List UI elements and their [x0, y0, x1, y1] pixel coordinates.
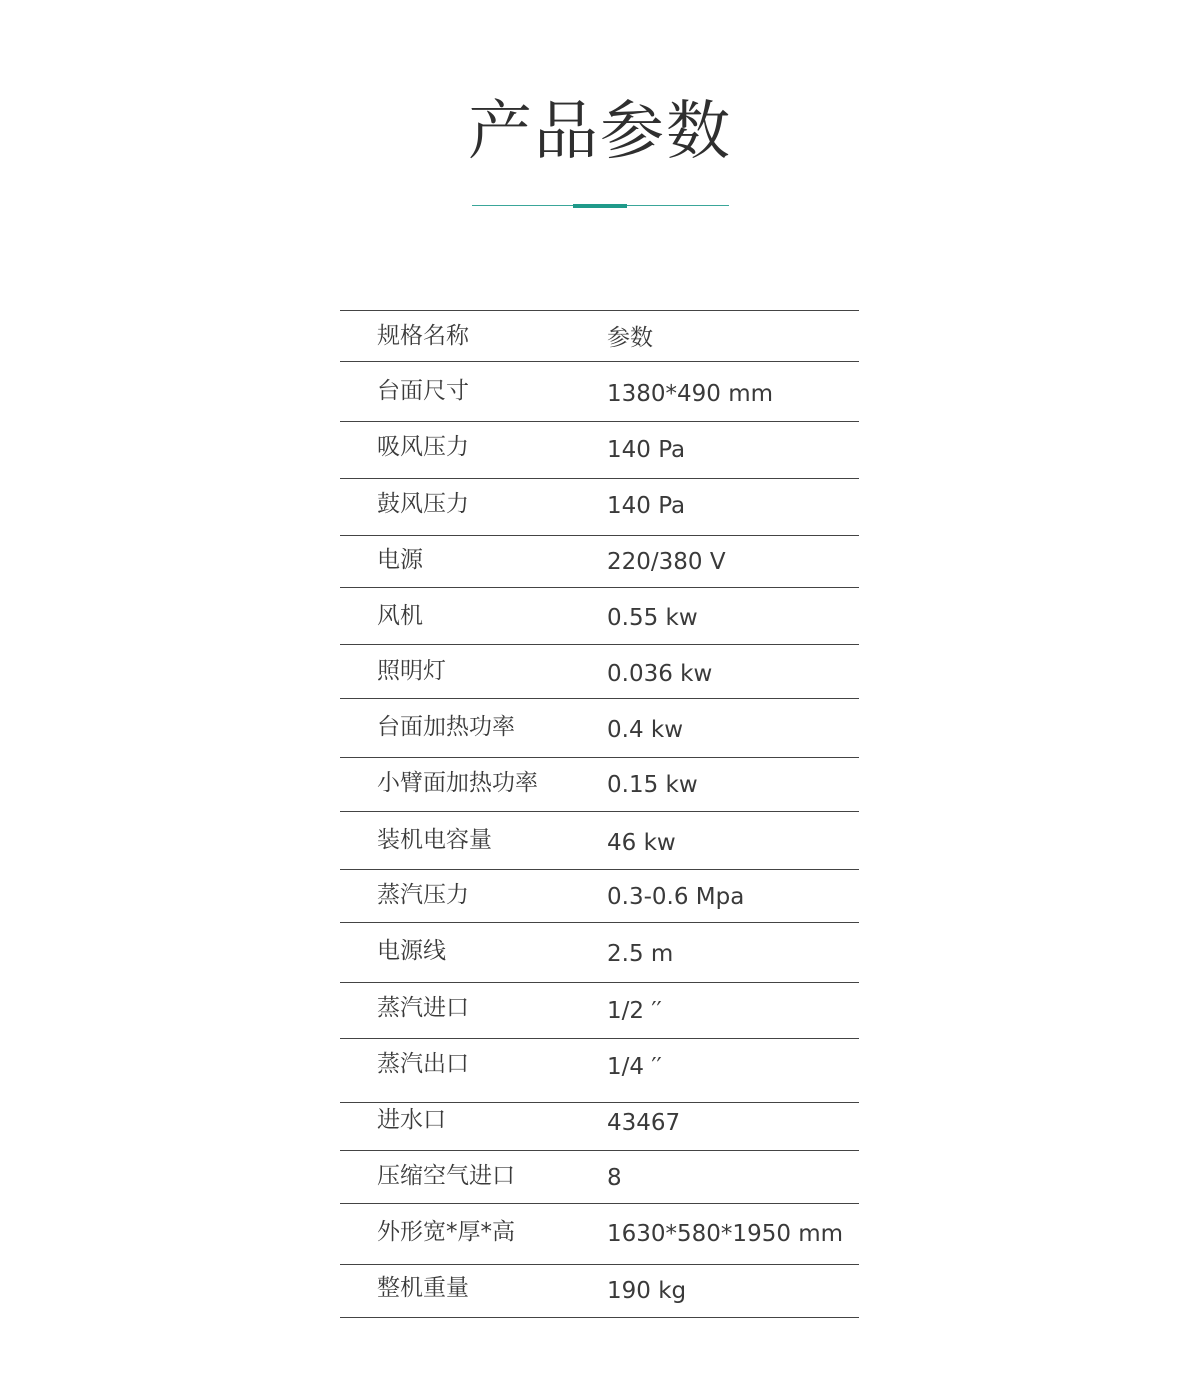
row-name: 蒸汽出口 [377, 1051, 469, 1077]
row-name: 台面尺寸 [377, 378, 469, 404]
header-name-label: 规格名称 [377, 323, 469, 349]
row-name: 吸风压力 [377, 434, 469, 460]
table-row [340, 588, 859, 645]
row-value: 1/4 ′′ [607, 1054, 662, 1080]
row-value: 0.036 kw [607, 661, 713, 687]
table-row [340, 812, 859, 870]
table-row [340, 479, 859, 536]
row-value: 1630*580*1950 mm [607, 1221, 844, 1247]
row-name: 蒸汽进口 [377, 995, 469, 1021]
page-title: 产品参数 [468, 95, 732, 169]
table-row [340, 1039, 859, 1103]
row-value: 0.3-0.6 Mpa [607, 884, 745, 910]
row-value: 1/2 ′′ [607, 998, 662, 1024]
row-value: 43467 [607, 1110, 681, 1136]
row-name: 鼓风压力 [377, 491, 469, 517]
table-row [340, 923, 859, 983]
table-row [340, 870, 859, 923]
row-value: 46 kw [607, 830, 676, 856]
row-name: 电源 [377, 547, 423, 573]
row-value: 1380*490 mm [607, 381, 774, 407]
table-row [340, 1103, 859, 1151]
table-row [340, 1204, 859, 1265]
table-row [340, 983, 859, 1039]
row-value: 8 [607, 1165, 622, 1191]
row-name: 电源线 [377, 938, 446, 964]
row-value: 190 kg [607, 1278, 687, 1304]
row-name: 进水口 [377, 1107, 446, 1133]
row-name: 压缩空气进口 [377, 1163, 515, 1189]
row-value: 2.5 m [607, 941, 674, 967]
table-row [340, 1265, 859, 1318]
row-name: 风机 [377, 603, 423, 629]
table-row [340, 362, 859, 422]
row-name: 小臂面加热功率 [377, 770, 538, 796]
table-row [340, 536, 859, 588]
row-name: 整机重量 [377, 1275, 469, 1301]
row-name: 蒸汽压力 [377, 882, 469, 908]
row-value: 0.4 kw [607, 717, 684, 743]
row-value: 0.55 kw [607, 605, 698, 631]
row-name: 照明灯 [377, 658, 446, 684]
table-row [340, 1151, 859, 1204]
row-value: 140 Pa [607, 437, 686, 463]
table-row [340, 645, 859, 699]
row-name: 台面加热功率 [377, 714, 515, 740]
title-divider-accent [573, 204, 627, 208]
spec-table [340, 310, 859, 1318]
row-value: 220/380 V [607, 549, 726, 575]
row-value: 0.15 kw [607, 772, 698, 798]
row-value: 140 Pa [607, 493, 686, 519]
row-name: 装机电容量 [377, 827, 492, 853]
table-header-row [340, 311, 859, 362]
table-row [340, 758, 859, 812]
row-name: 外形宽*厚*高 [377, 1219, 515, 1245]
table-row [340, 422, 859, 479]
header-value-label: 参数 [607, 325, 653, 351]
table-row [340, 699, 859, 758]
